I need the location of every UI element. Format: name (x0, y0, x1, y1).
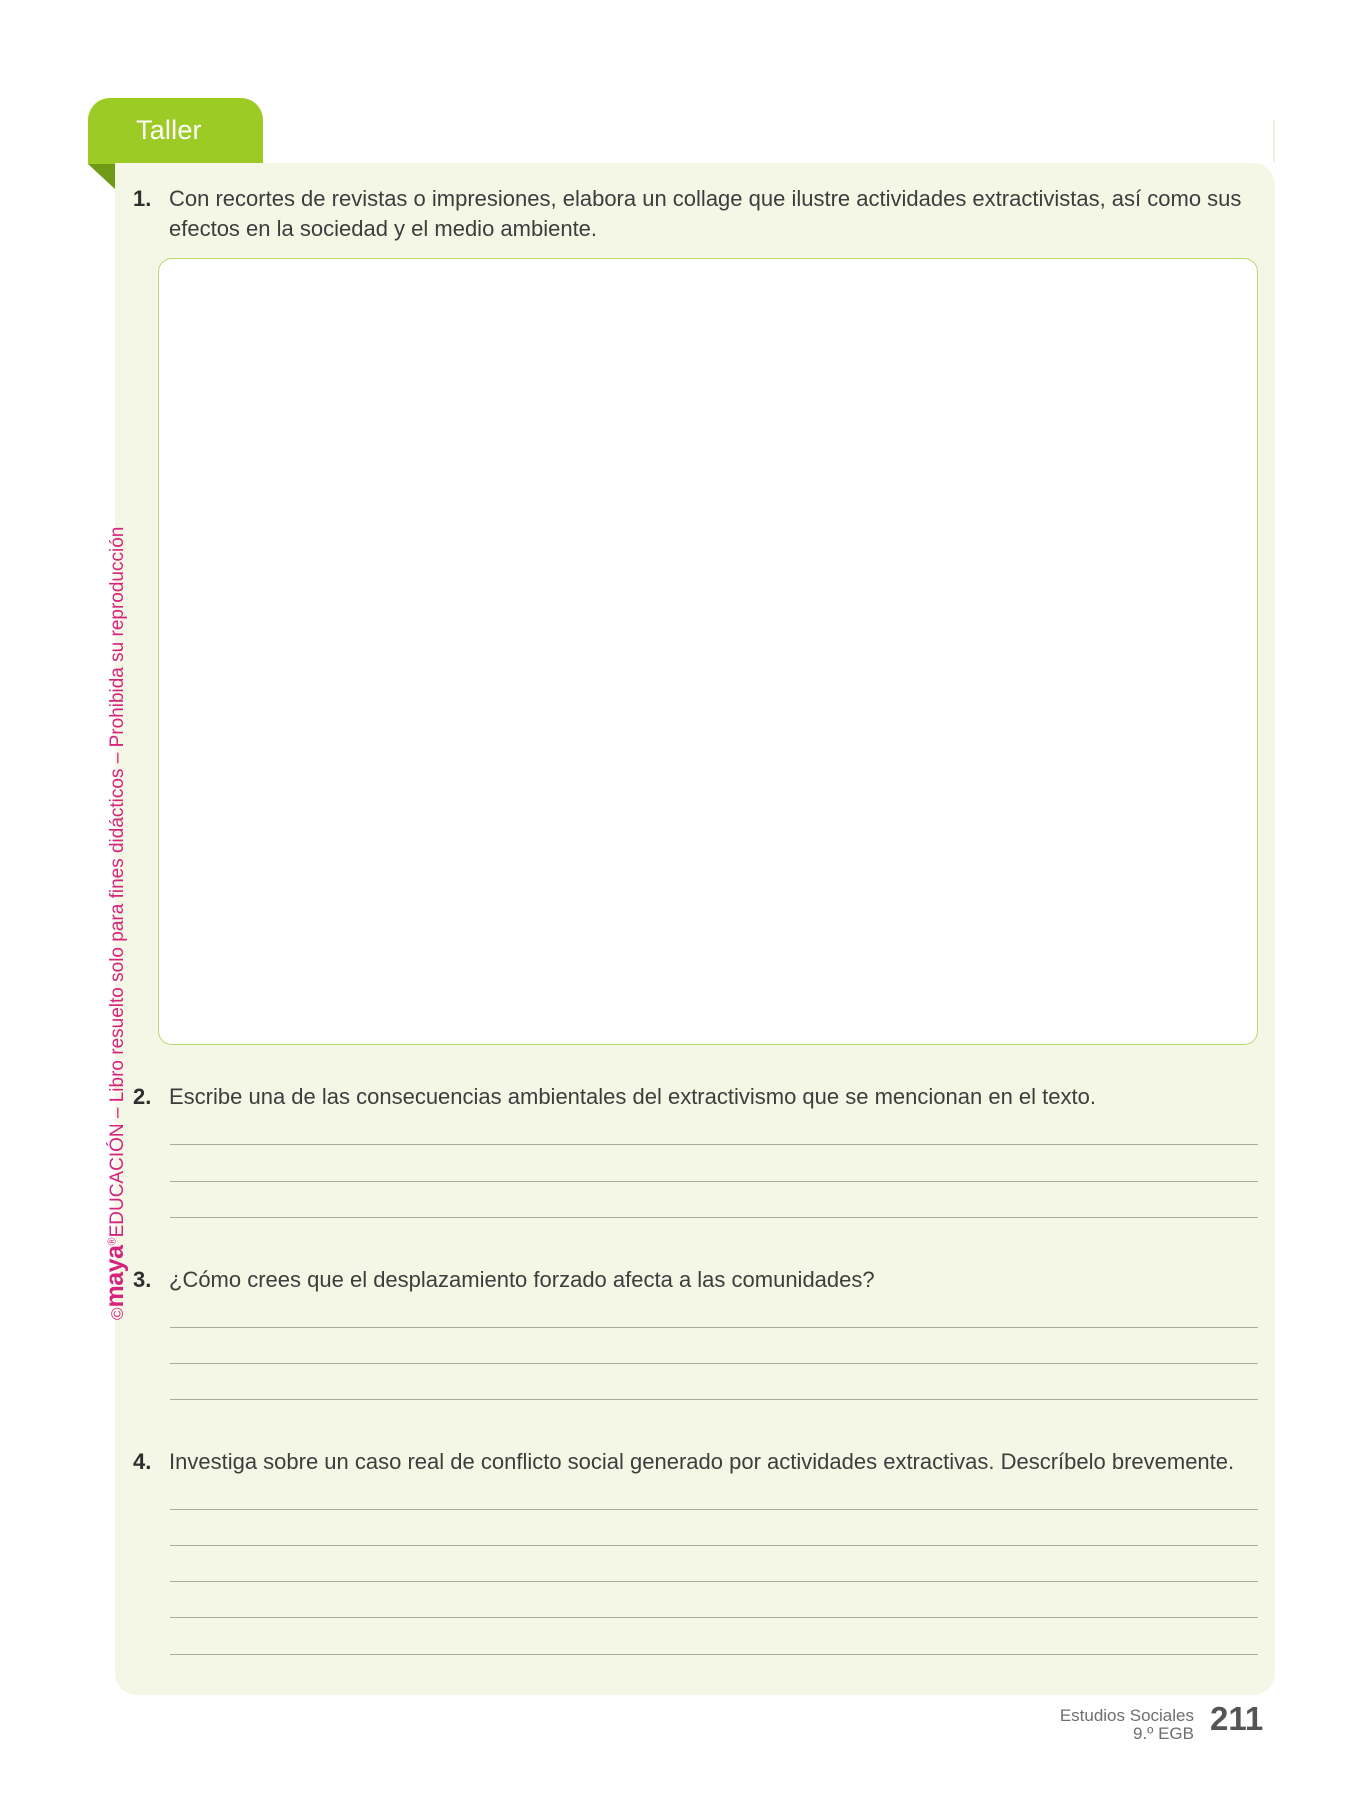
copyright-notice (101, 527, 130, 1320)
answer-line-q3-1[interactable] (170, 1327, 1258, 1328)
question-2 (133, 1082, 1263, 1112)
question-1-text: Con recortes de revistas o impresiones, elabora un collage que ilustre actividades extractivistas, así como sus efectos en la sociedad y el medio ambiente. (169, 186, 1242, 241)
copyright-notice-text: EDUCACIÓN – Libro resuelto solo para fines didácticos – Prohibida su reproducción (107, 526, 128, 1238)
answer-line-q4-2[interactable] (170, 1545, 1258, 1546)
question-3-text: ¿Cómo crees que el desplazamiento forzado afecta a las comunidades? (169, 1267, 875, 1292)
answer-line-q2-2[interactable] (170, 1181, 1258, 1182)
question-3-number: 3. (133, 1267, 152, 1292)
answer-line-q3-3[interactable] (170, 1399, 1258, 1400)
question-1 (133, 184, 1263, 244)
answer-line-q3-2[interactable] (170, 1363, 1258, 1364)
question-4-number: 4. (133, 1449, 152, 1474)
taller-tab-label: Taller (136, 115, 202, 145)
answer-line-q4-3[interactable] (170, 1581, 1258, 1582)
question-1-number: 1. (133, 186, 152, 211)
top-right-divider (1273, 120, 1275, 162)
registered-symbol: ® (106, 1237, 119, 1246)
answer-line-q4-5[interactable] (170, 1654, 1258, 1655)
tab-fold-corner (88, 164, 116, 190)
footer-subject-block (1060, 1707, 1194, 1743)
question-4 (133, 1447, 1263, 1477)
copyright-symbol: © (108, 1307, 127, 1320)
answer-line-q4-1[interactable] (170, 1509, 1258, 1510)
answer-line-q2-1[interactable] (170, 1144, 1258, 1145)
footer-grade: 9.º EGB (1132, 1724, 1194, 1743)
taller-tab (88, 98, 263, 164)
collage-answer-box[interactable] (158, 258, 1258, 1045)
answer-line-q4-4[interactable] (170, 1617, 1258, 1618)
maya-logo: maya (101, 1245, 129, 1308)
page-number: 211 (1210, 1700, 1264, 1737)
answer-line-q2-3[interactable] (170, 1217, 1258, 1218)
footer-subject: Estudios Sociales (1059, 1706, 1194, 1725)
question-4-text: Investiga sobre un caso real de conflicto social generado por actividades extractivas. Descríbelo brevemente. (169, 1449, 1235, 1474)
question-3 (133, 1265, 1263, 1295)
question-2-number: 2. (133, 1084, 152, 1109)
question-2-text: Escribe una de las consecuencias ambientales del extractivismo que se mencionan en el texto. (169, 1084, 1096, 1109)
